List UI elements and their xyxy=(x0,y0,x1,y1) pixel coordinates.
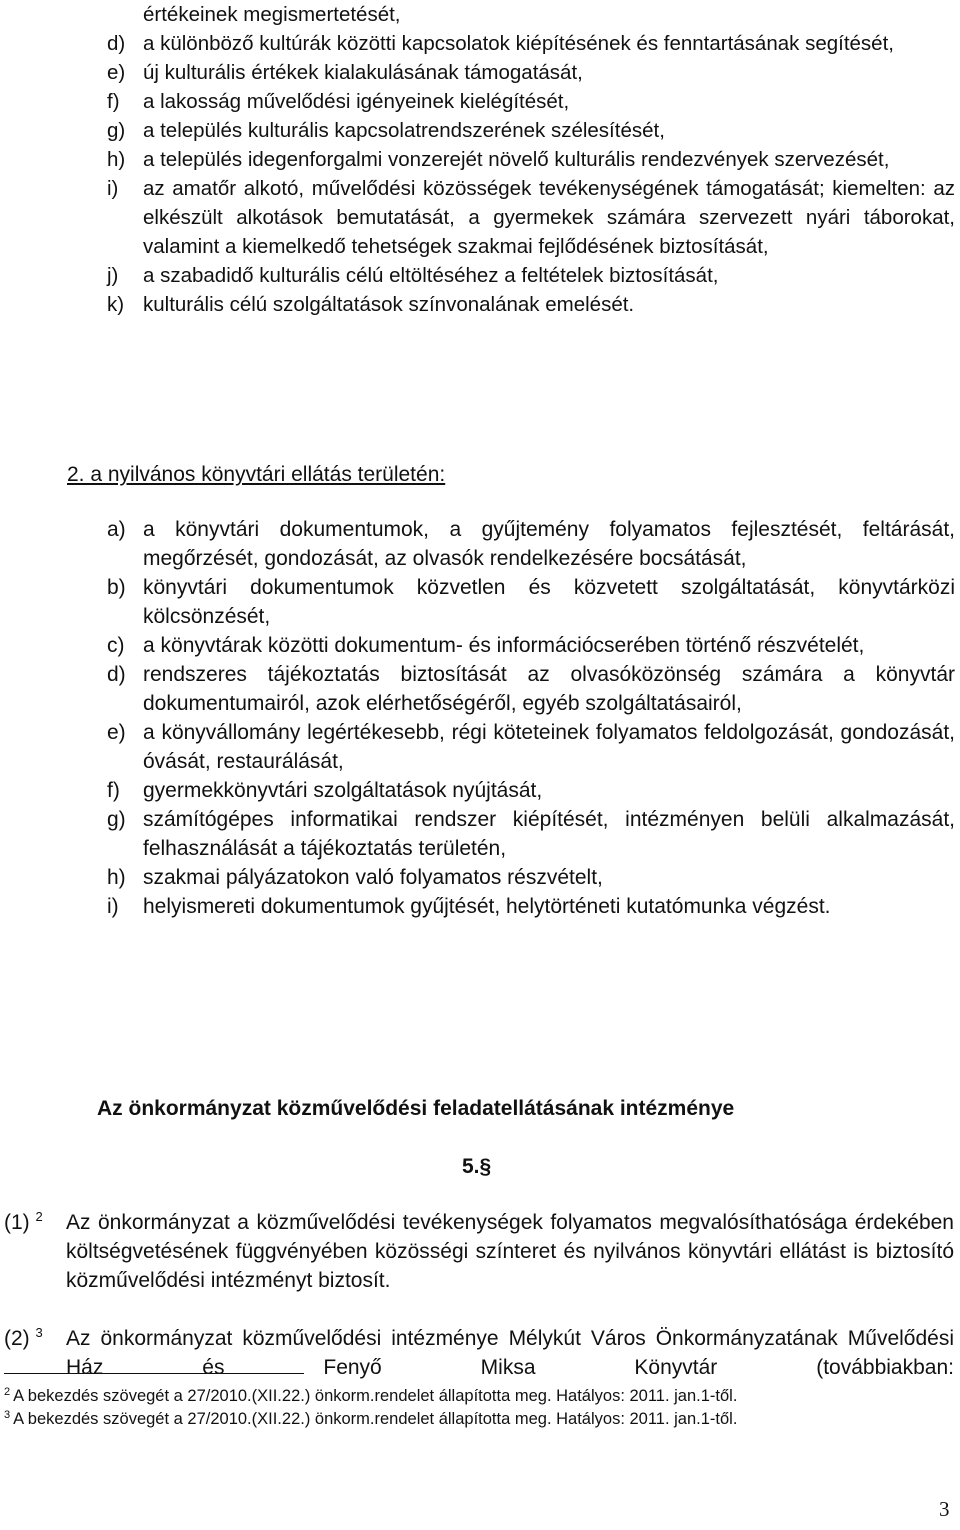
list-item xyxy=(107,145,955,174)
list-item xyxy=(107,290,955,319)
list-item-label: c) xyxy=(107,634,125,657)
section-heading: Az önkormányzat közművelődési feladatellátásának intézménye xyxy=(97,1097,735,1120)
list-item-text: a könyvtárak közötti dokumentum- és információcserében történő részvételét, xyxy=(143,634,865,657)
list-item-text: rendszeres tájékoztatás biztosítását az olvasóközönség számára a könyvtár dokumentumairól, azok elérhetőségéről, egyéb szolgáltatásairól, xyxy=(143,663,955,715)
list-item xyxy=(107,805,955,863)
paragraph-text: Az önkormányzat közművelődési intézménye Mélykút Város Önkormányzatának Művelődési Ház és Fenyő Miksa Könyvtár (továbbiakban: xyxy=(66,1327,954,1379)
list-item-text: a település kulturális kapcsolatrendszerének szélesítését, xyxy=(143,119,665,142)
list-item-label: k) xyxy=(107,293,125,316)
list-item-text: gyermekkönyvtári szolgáltatások nyújtását, xyxy=(143,779,543,802)
list-item xyxy=(107,515,955,573)
footnote-text: A bekezdés szövegét a 27/2010.(XII.22.) önkorm.rendelet állapította meg. Hatályos: 2011. jan.1-től. xyxy=(13,1387,738,1405)
list-item xyxy=(107,660,955,718)
list-item xyxy=(107,58,955,87)
list-item xyxy=(107,863,955,892)
footnote-separator xyxy=(4,1373,304,1374)
list-item-label: f) xyxy=(107,90,120,113)
list-item-text: a különböző kultúrák közötti kapcsolatok kiépítésének és fenntartásának segítését, xyxy=(143,32,894,55)
page-number: 3 xyxy=(939,1497,950,1521)
list-item xyxy=(107,261,955,290)
paragraph-sign: 5.§ xyxy=(462,1155,492,1178)
paragraph-number: (1) xyxy=(4,1211,30,1234)
list-item-label: i) xyxy=(107,895,119,918)
list-item-label: b) xyxy=(107,576,126,599)
list-item xyxy=(107,87,955,116)
footnote-number: 3 xyxy=(4,1409,11,1421)
list-item xyxy=(107,174,955,261)
list-item-text: helyismereti dokumentumok gyűjtését, helytörténeti kutatómunka végzést. xyxy=(143,895,831,918)
footnote xyxy=(4,1408,737,1430)
list-item xyxy=(107,631,955,660)
list-item-label: i) xyxy=(107,177,119,200)
section-title: 2. a nyilvános könyvtári ellátás területén: xyxy=(67,463,446,486)
library-task-list xyxy=(107,515,955,921)
list-item xyxy=(107,776,955,805)
list-item-label: d) xyxy=(107,663,126,686)
footnote-text: A bekezdés szövegét a 27/2010.(XII.22.) önkorm.rendelet állapította meg. Hatályos: 2011. jan.1-től. xyxy=(13,1410,738,1428)
list-item-label: j) xyxy=(107,264,119,287)
footnote-number: 2 xyxy=(4,1386,11,1398)
footnote xyxy=(4,1385,737,1407)
list-item-label: e) xyxy=(107,61,126,84)
paragraph-number: (2) xyxy=(4,1327,30,1350)
list-item-text: a lakosság művelődési igényeinek kielégítését, xyxy=(143,90,570,113)
list-item-text: kulturális célú szolgáltatások színvonalának emelését. xyxy=(143,293,635,316)
list-item-label: h) xyxy=(107,866,126,889)
list-item-text: könyvtári dokumentumok közvetlen és közvetett szolgáltatását, könyvtárközi kölcsönzését, xyxy=(143,576,955,628)
list-item-label: d) xyxy=(107,32,126,55)
list-item-label: f) xyxy=(107,779,120,802)
list-item-continuation: értékeinek megismertetését, xyxy=(143,3,401,26)
list-item-text: a település idegenforgalmi vonzerejét növelő kulturális rendezvények szervezését, xyxy=(143,148,890,171)
paragraph-1 xyxy=(4,1208,954,1295)
footnote-ref: 2 xyxy=(35,1209,43,1224)
list-item-label: a) xyxy=(107,518,126,541)
list-item xyxy=(107,573,955,631)
list-item xyxy=(107,29,955,58)
paragraph-text: Az önkormányzat a közművelődési tevékenységek folyamatos megvalósíthatósága érdekében költségvetésének függvényében közösségi színteret és nyilvános könyvtári ellátást is biztosító közművelődési intézményt biztosít. xyxy=(66,1211,954,1292)
list-item-text: a szabadidő kulturális célú eltöltéséhez a feltételek biztosítását, xyxy=(143,264,719,287)
list-item-label: g) xyxy=(107,808,126,831)
list-item-label: e) xyxy=(107,721,126,744)
list-item xyxy=(107,116,955,145)
culture-task-list xyxy=(107,0,955,319)
list-item xyxy=(107,718,955,776)
list-item xyxy=(107,892,955,921)
list-item-text: a könyvtári dokumentumok, a gyűjtemény folyamatos fejlesztését, feltárását, megőrzését, gondozását, az olvasók rendelkezésére bocsátását, xyxy=(143,518,955,570)
list-item-text: számítógépes informatikai rendszer kiépítését, intézményen belüli alkalmazását, felhasználását a tájékoztatás területén, xyxy=(143,808,955,860)
list-item-label: g) xyxy=(107,119,126,142)
list-item-label: h) xyxy=(107,148,126,171)
list-item-text: új kulturális értékek kialakulásának támogatását, xyxy=(143,61,583,84)
list-item-text: a könyvállomány legértékesebb, régi köteteinek folyamatos feldolgozását, gondozását, óvását, restaurálását, xyxy=(143,721,955,773)
footnote-ref: 3 xyxy=(35,1325,43,1340)
list-item-text: szakmai pályázatokon való folyamatos részvételt, xyxy=(143,866,603,889)
list-item-text: az amatőr alkotó, művelődési közösségek tevékenységének támogatását; kiemelten: az elkészült alkotások bemutatását, a gyermekek számára szervezett nyári táborokat, valamint a kiemelkedő tehetségek szakmai fejlődésének biztosítását, xyxy=(143,177,955,258)
